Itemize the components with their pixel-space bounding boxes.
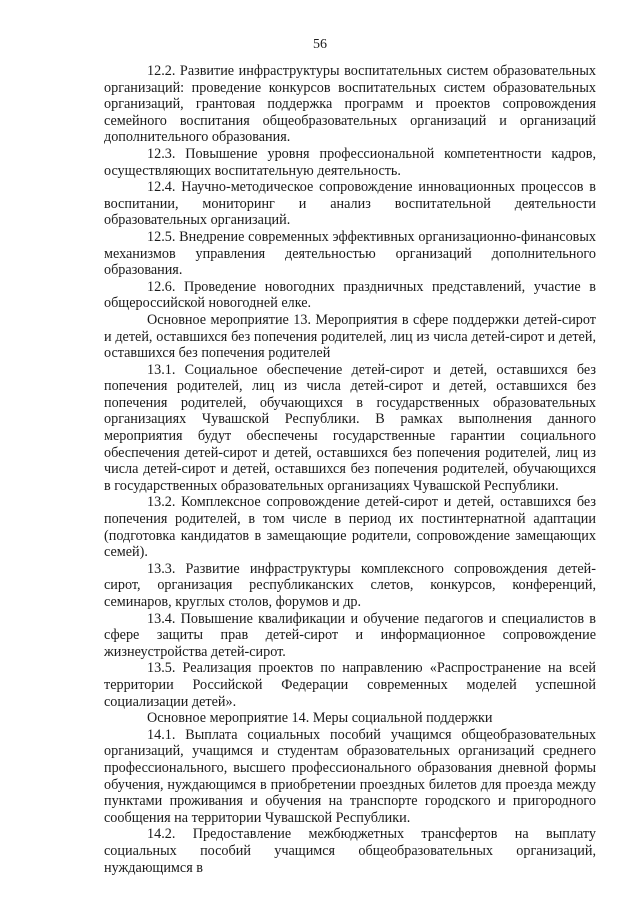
paragraph-13-1: 13.1. Социальное обеспечение детей-сирот и детей, оставшихся без попечения родителей, лиц из числа детей-сирот и детей, оставшихся без попечения родителей, обучающихся в государственных образовательных организациях Чувашской Республики. В рамках выполнения данного мероприятия будут обеспечены государственные гарантии социального обеспечения детей-сирот и детей, оставшихся без попечения родителей, лиц из числа детей-сирот и детей, оставшихся без попечения родителей, обучающихся в государственных образовательных организациях Чувашской Республики.	[104, 361, 596, 494]
paragraph-13-3: 13.3. Развитие инфраструктуры комплексного сопровождения детей-сирот, организация республиканских слетов, конкурсов, конференций, семинаров, круглых столов, форумов и др.	[104, 560, 596, 610]
paragraph-13-5: 13.5. Реализация проектов по направлению «Распространение на всей территории Российской Федерации современных моделей успешной социализации детей».	[104, 660, 596, 710]
paragraph-14-2: 14.2. Предоставление межбюджетных трансфертов на выплату социальных пособий учащимся общеобразовательных организаций, нуждающимся в	[104, 826, 596, 876]
paragraph-12-3: 12.3. Повышение уровня профессиональной компетентности кадров, осуществляющих воспитательную деятельность.	[104, 145, 596, 179]
paragraph-12-6: 12.6. Проведение новогодних праздничных представлений, участие в общероссийской новогодней елке.	[104, 278, 596, 312]
document-body	[104, 63, 596, 876]
paragraph-12-5: 12.5. Внедрение современных эффективных организационно-финансовых механизмов управления деятельностью организаций дополнительного образования.	[104, 228, 596, 279]
paragraph-12-2: 12.2. Развитие инфраструктуры воспитательных систем образовательных организаций: проведение конкурсов воспитательных систем образовательных организаций, грантовая поддержка программ и проектов сопровождения семейного воспитания общеобразовательных организаций и организаций дополнительного образования.	[104, 63, 596, 146]
page-number: 56	[313, 37, 327, 52]
heading-activity-13: Основное мероприятие 13. Мероприятия в сфере поддержки детей-сирот и детей, оставшихся без попечения родителей, лиц из числа детей-сирот и детей, оставшихся без попечения родителей	[104, 311, 596, 362]
heading-activity-14: Основное мероприятие 14. Меры социальной поддержки	[147, 710, 493, 727]
paragraph-13-4: 13.4. Повышение квалификации и обучение педагогов и специалистов в сфере защиты прав детей-сирот и информационное сопровождение жизнеустройства детей-сирот.	[104, 610, 596, 660]
paragraph-12-4: 12.4. Научно-методическое сопровождение инновационных процессов в воспитании, мониторинг и анализ воспитательной деятельности образовательных организаций.	[104, 179, 596, 229]
paragraph-13-2: 13.2. Комплексное сопровождение детей-сирот и детей, оставшихся без попечения родителей, в том числе в период их постинтернатной адаптации (подготовка кандидатов в замещающие родители, сопровождение замещающих семей).	[104, 494, 596, 561]
paragraph-14-1: 14.1. Выплата социальных пособий учащимся общеобразовательных организаций, учащимся и студентам образовательных организаций среднего профессионального, высшего профессионального образования дневной формы обучения, нуждающимся в приобретении проездных билетов для проезда между пунктами проживания и обучения на транспорте городского и пригородного сообщения на территории Чувашской Республики.	[104, 726, 596, 826]
